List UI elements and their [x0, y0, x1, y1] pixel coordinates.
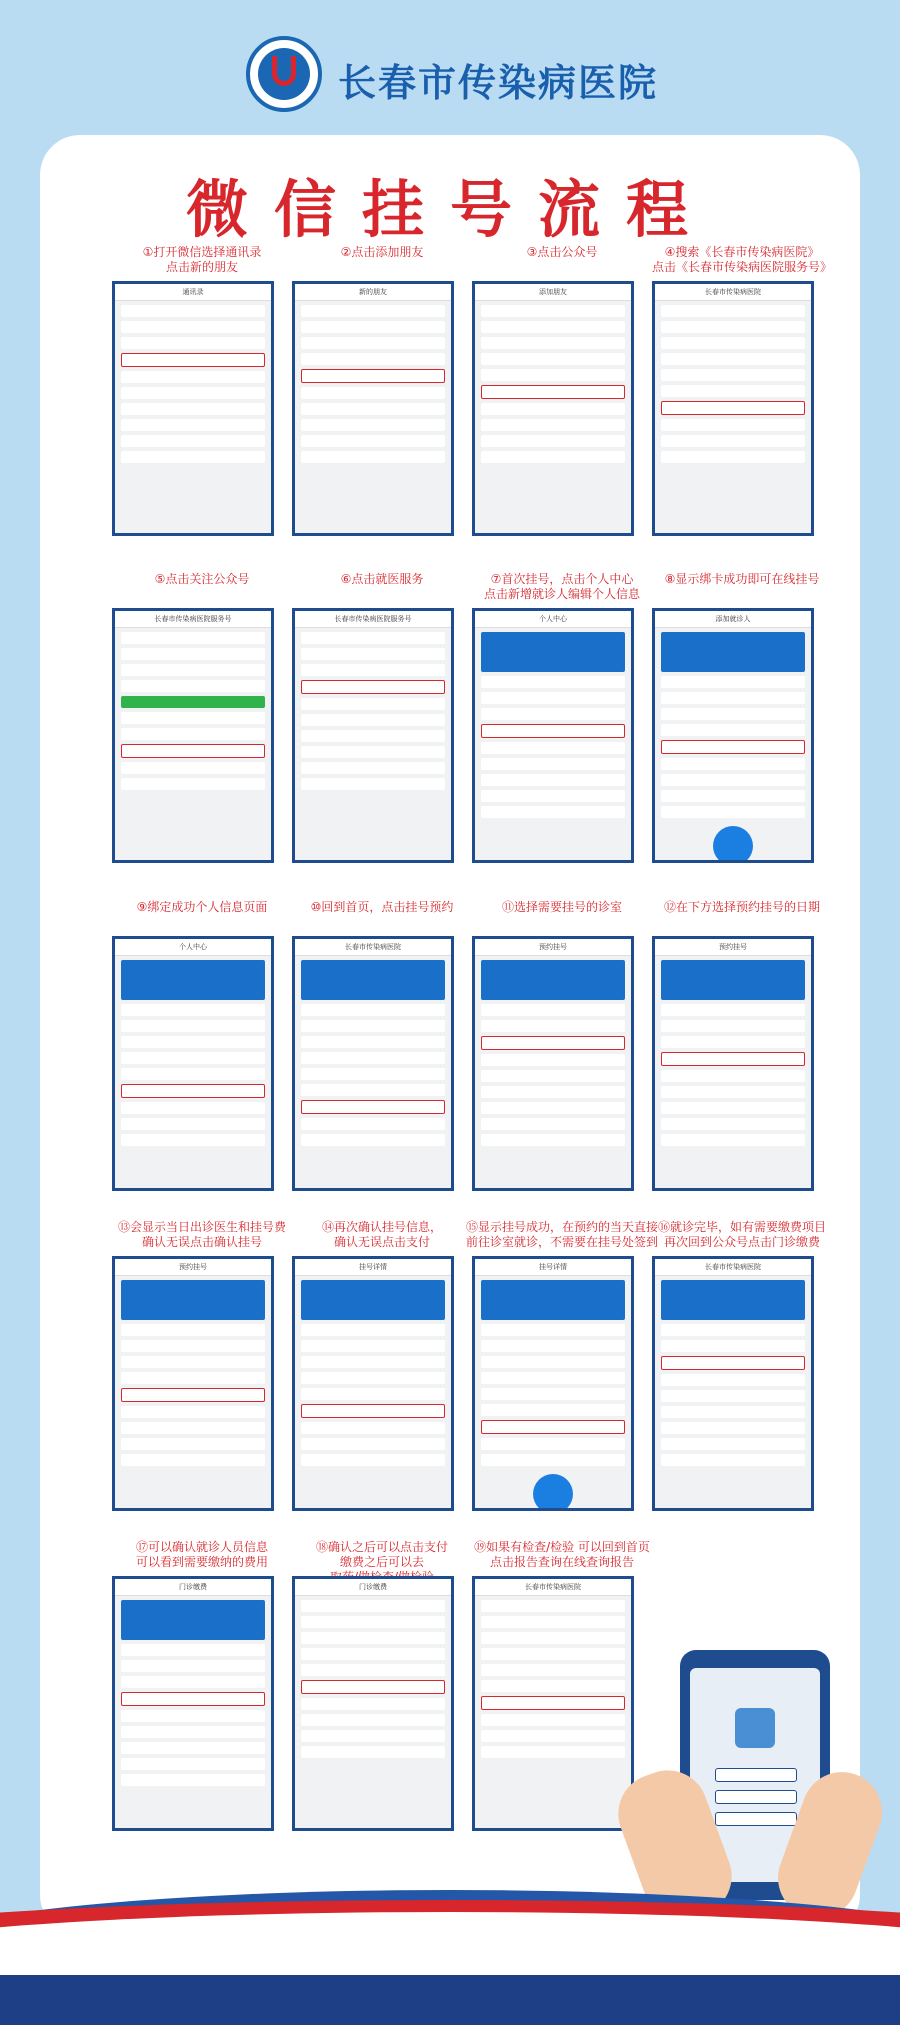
screen-row [661, 1280, 805, 1320]
screen-row [661, 1406, 805, 1418]
phone-screenshot [112, 281, 274, 536]
screen-row [301, 387, 445, 399]
screen-row [661, 1340, 805, 1352]
screen-row [661, 369, 805, 381]
success-check-icon [713, 826, 753, 863]
screen-row [121, 1454, 265, 1466]
screen-row [301, 1632, 445, 1644]
screen-row [481, 1730, 625, 1742]
screen-row [301, 369, 445, 383]
screen-row [301, 680, 445, 694]
screen-row [481, 1616, 625, 1628]
screen-row [301, 762, 445, 774]
screen-row [121, 728, 265, 740]
screen-row [661, 1102, 805, 1114]
screen-row [481, 1600, 625, 1612]
screen-row [481, 1664, 625, 1676]
screen-row [661, 1374, 805, 1386]
step-caption: ⑱确认之后可以点击支付 缴费之后可以去 [315, 1540, 448, 1569]
screen-title: 添加朋友 [475, 284, 631, 301]
screen-row [121, 353, 265, 367]
screen-title: 长春市传染病医院服务号 [295, 611, 451, 628]
screen-row [661, 1004, 805, 1016]
screen-row [661, 724, 805, 736]
screen-row [121, 1660, 265, 1672]
phone-screenshot [472, 608, 634, 863]
screen-row [121, 1020, 265, 1032]
screen-row [121, 419, 265, 431]
screen-row [301, 1036, 445, 1048]
screen-row [661, 1052, 805, 1066]
screen-row [121, 387, 265, 399]
screen-row [301, 1118, 445, 1130]
step-caption: ⑦首次挂号，点击个人中心 点击新增就诊人编辑个人信息 [483, 572, 640, 601]
screen-row [301, 1372, 445, 1384]
screen-row [301, 403, 445, 415]
screen-row [481, 1340, 625, 1352]
password-field-icon [715, 1768, 797, 1782]
header [0, 0, 900, 135]
screen-row [481, 1404, 625, 1416]
screen-row [481, 1020, 625, 1032]
screen-row [661, 419, 805, 431]
screen-row [301, 419, 445, 431]
screen-row [301, 1356, 445, 1368]
step-caption: ④搜索《长春市传染病医院》 点击《长春市传染病医院服务号》 [651, 245, 832, 274]
screen-row [481, 419, 625, 431]
screen-row [481, 1324, 625, 1336]
screen-row [481, 353, 625, 365]
screen-row [481, 1680, 625, 1692]
step-caption: ⑰可以确认就诊人员信息 可以看到需要缴纳的费用 [135, 1540, 268, 1569]
screen-row [661, 451, 805, 463]
screen-row [661, 740, 805, 754]
screen-row [301, 1600, 445, 1612]
screen-title: 长春市传染病医院 [295, 939, 451, 956]
screen-row [481, 1632, 625, 1644]
screen-title: 添加就诊人 [655, 611, 811, 628]
screen-title: 预约挂号 [475, 939, 631, 956]
screen-row [481, 758, 625, 770]
screen-row [121, 1068, 265, 1080]
screen-row [481, 1420, 625, 1434]
screen-row [121, 1644, 265, 1656]
step-caption: ⑧显示绑卡成功即可在线挂号 [664, 572, 820, 586]
screen-row [121, 1052, 265, 1064]
screen-row [121, 648, 265, 660]
screen-row [301, 746, 445, 758]
phone-screenshot [652, 608, 814, 863]
phone-screenshot [292, 608, 454, 863]
screen-row [301, 353, 445, 365]
phone-screenshot [472, 936, 634, 1191]
user-avatar-icon [735, 1708, 775, 1748]
password-field-icon [715, 1812, 797, 1826]
footer-band [0, 1975, 900, 2025]
screen-row [301, 305, 445, 317]
screen-row [481, 1388, 625, 1400]
screen-title: 新的朋友 [295, 284, 451, 301]
screen-row [481, 305, 625, 317]
screen-row [121, 321, 265, 333]
screen-row [301, 1698, 445, 1710]
screen-row [301, 435, 445, 447]
step-caption: ⑨绑定成功个人信息页面 [136, 900, 268, 914]
step-caption: ③点击公众号 [526, 245, 598, 259]
screen-title: 门诊缴费 [295, 1579, 451, 1596]
screen-row [121, 1036, 265, 1048]
screen-row [481, 337, 625, 349]
screen-row [661, 1086, 805, 1098]
screen-row [481, 1054, 625, 1066]
screen-row [481, 1454, 625, 1466]
screen-row [661, 401, 805, 415]
screen-row [121, 1004, 265, 1016]
screen-row [301, 1422, 445, 1434]
screen-row [121, 451, 265, 463]
screen-row [121, 1758, 265, 1770]
screen-row [661, 1134, 805, 1146]
screen-row [481, 806, 625, 818]
screen-row [481, 692, 625, 704]
screen-title: 通讯录 [115, 284, 271, 301]
screen-row [301, 1324, 445, 1336]
screen-row [661, 1324, 805, 1336]
screen-row [301, 632, 445, 644]
screen-row [301, 1746, 445, 1758]
screen-row [301, 1616, 445, 1628]
screen-row [121, 1280, 265, 1320]
phone-screenshot [472, 281, 634, 536]
screen-row [301, 1664, 445, 1676]
screen-row [661, 960, 805, 1000]
screen-row [481, 724, 625, 738]
phone-screenshot [652, 936, 814, 1191]
step-caption: ②点击添加朋友 [340, 245, 424, 259]
step-caption: ⑩回到首页，点击挂号预约 [310, 900, 454, 914]
screen-row [121, 403, 265, 415]
screen-row [661, 1356, 805, 1370]
screen-row [661, 774, 805, 786]
phone-screenshot [112, 1576, 274, 1831]
screen-row [121, 1388, 265, 1402]
screen-row [301, 1340, 445, 1352]
screen-row [301, 664, 445, 676]
screen-row [121, 1710, 265, 1722]
screen-row [661, 758, 805, 770]
screen-row [481, 1714, 625, 1726]
screen-row [301, 1100, 445, 1114]
step-caption: ⑮显示挂号成功，在预约的当天直接 前往诊室就诊，不需要在挂号处签到 [465, 1220, 658, 1249]
phone-screenshot [292, 1576, 454, 1831]
screen-row [121, 1324, 265, 1336]
screen-row [121, 435, 265, 447]
success-check-icon [533, 1474, 573, 1511]
screen-row [121, 762, 265, 774]
screen-row [481, 321, 625, 333]
screen-row [121, 1438, 265, 1450]
phone-screenshot [112, 1256, 274, 1511]
screen-row [301, 714, 445, 726]
phone-screenshot [652, 281, 814, 536]
screen-row [661, 1438, 805, 1450]
step-caption: ⑪选择需要挂号的诊室 [501, 900, 622, 914]
screen-row [121, 712, 265, 724]
screen-row [661, 632, 805, 672]
phone-screenshot [472, 1576, 634, 1831]
step-caption: ①打开微信选择通讯录 点击新的朋友 [142, 245, 262, 274]
screen-row [121, 778, 265, 790]
screen-row [481, 742, 625, 754]
screen-row [481, 1746, 625, 1758]
screen-row [301, 1134, 445, 1146]
screen-title: 长春市传染病医院 [655, 284, 811, 301]
screen-row [121, 1102, 265, 1114]
phone-screenshot [292, 936, 454, 1191]
screen-title: 长春市传染病医院 [655, 1259, 811, 1276]
screen-row [121, 1600, 265, 1640]
screen-row [661, 692, 805, 704]
screen-row [121, 632, 265, 644]
screen-row [121, 1742, 265, 1754]
screen-row [661, 806, 805, 818]
screen-row [661, 353, 805, 365]
screen-row [121, 744, 265, 758]
screen-row [121, 1676, 265, 1688]
screen-row [301, 698, 445, 710]
screen-row [121, 305, 265, 317]
screen-row [121, 1406, 265, 1418]
screen-row [121, 1134, 265, 1146]
screen-title: 长春市传染病医院 [475, 1579, 631, 1596]
screen-row [121, 664, 265, 676]
screen-row [661, 676, 805, 688]
screen-row [121, 1340, 265, 1352]
hospital-logo-icon [246, 36, 322, 112]
screen-row [481, 451, 625, 463]
screen-title: 挂号详情 [295, 1259, 451, 1276]
screen-row [301, 1438, 445, 1450]
screen-row [661, 321, 805, 333]
phone-screenshot [472, 1256, 634, 1511]
screen-title: 预约挂号 [655, 939, 811, 956]
screen-row [481, 774, 625, 786]
screen-row [481, 960, 625, 1000]
screen-row [481, 1102, 625, 1114]
screen-row [481, 1438, 625, 1450]
screen-row [661, 305, 805, 317]
screen-row [481, 1372, 625, 1384]
screen-row [121, 1774, 265, 1786]
screen-row [121, 960, 265, 1000]
screen-row [481, 1696, 625, 1710]
screen-row [301, 1052, 445, 1064]
step-caption: ⑯就诊完毕，如有需要缴费项目 再次回到公众号点击门诊缴费 [657, 1220, 826, 1249]
screen-row [121, 1084, 265, 1098]
screen-row [481, 403, 625, 415]
screen-row [301, 778, 445, 790]
screen-row [301, 1648, 445, 1660]
screen-row [481, 1070, 625, 1082]
screen-row [661, 1390, 805, 1402]
screen-row [661, 708, 805, 720]
screen-row [481, 676, 625, 688]
phone-screenshot [652, 1256, 814, 1511]
screen-row [301, 1068, 445, 1080]
screen-row [121, 371, 265, 383]
screen-title: 预约挂号 [115, 1259, 271, 1276]
screen-row [481, 1356, 625, 1368]
page-title: 微信挂号流程 [185, 173, 714, 246]
screen-row [301, 451, 445, 463]
screen-row [121, 337, 265, 349]
screen-row [661, 1036, 805, 1048]
screen-row [301, 1280, 445, 1320]
screen-title: 挂号详情 [475, 1259, 631, 1276]
screen-row [301, 1454, 445, 1466]
screen-row [481, 632, 625, 672]
screen-row [661, 1020, 805, 1032]
screen-row [121, 1372, 265, 1384]
phone-screenshot [112, 936, 274, 1191]
phone-screenshot [292, 281, 454, 536]
screen-row [481, 1118, 625, 1130]
hospital-name: 长春市传染病医院 [338, 61, 659, 105]
screen-title: 长春市传染病医院服务号 [115, 611, 271, 628]
screen-row [481, 435, 625, 447]
screen-row [661, 790, 805, 802]
screen-row [121, 680, 265, 692]
step-caption: ⑲如果有检查/检验 可以回到首页 点击报告查询在线查询报告 [474, 1540, 650, 1569]
screen-title: 门诊缴费 [115, 1579, 271, 1596]
screen-row [301, 1730, 445, 1742]
screen-row [121, 1726, 265, 1738]
phone-screenshot [292, 1256, 454, 1511]
screen-row [661, 1070, 805, 1082]
screen-row [661, 337, 805, 349]
step-caption: ⑬会显示当日出诊医生和挂号费 确认无误点击确认挂号 [117, 1220, 286, 1249]
screen-row [481, 1648, 625, 1660]
screen-row [121, 1422, 265, 1434]
screen-row [661, 1118, 805, 1130]
screen-row [481, 1134, 625, 1146]
screen-row [301, 1020, 445, 1032]
step-caption: ⑭再次确认挂号信息， 确认无误点击支付 [321, 1220, 442, 1249]
screen-row [121, 696, 265, 708]
screen-row [661, 385, 805, 397]
screen-row [301, 648, 445, 660]
screen-row [301, 1404, 445, 1418]
screen-row [301, 1004, 445, 1016]
password-field-icon [715, 1790, 797, 1804]
step-caption: ⑤点击关注公众号 [154, 572, 250, 586]
screen-row [481, 1036, 625, 1050]
screen-row [121, 1692, 265, 1706]
screen-row [301, 1388, 445, 1400]
screen-row [661, 1422, 805, 1434]
screen-row [661, 435, 805, 447]
screen-title: 个人中心 [475, 611, 631, 628]
screen-row [301, 337, 445, 349]
screen-row [481, 385, 625, 399]
screen-row [301, 730, 445, 742]
step-caption: ⑫在下方选择预约挂号的日期 [663, 900, 820, 914]
step-caption: ⑥点击就医服务 [340, 572, 424, 586]
screen-row [301, 321, 445, 333]
screen-row [121, 1118, 265, 1130]
screen-row [301, 960, 445, 1000]
screen-row [481, 790, 625, 802]
screen-row [481, 1086, 625, 1098]
screen-row [301, 1680, 445, 1694]
screen-title: 个人中心 [115, 939, 271, 956]
screen-row [481, 369, 625, 381]
phone-screenshot [112, 608, 274, 863]
screen-row [661, 1454, 805, 1466]
screen-row [481, 1004, 625, 1016]
screen-row [121, 1356, 265, 1368]
screen-row [481, 708, 625, 720]
screen-row [301, 1084, 445, 1096]
screen-row [301, 1714, 445, 1726]
screen-row [481, 1280, 625, 1320]
